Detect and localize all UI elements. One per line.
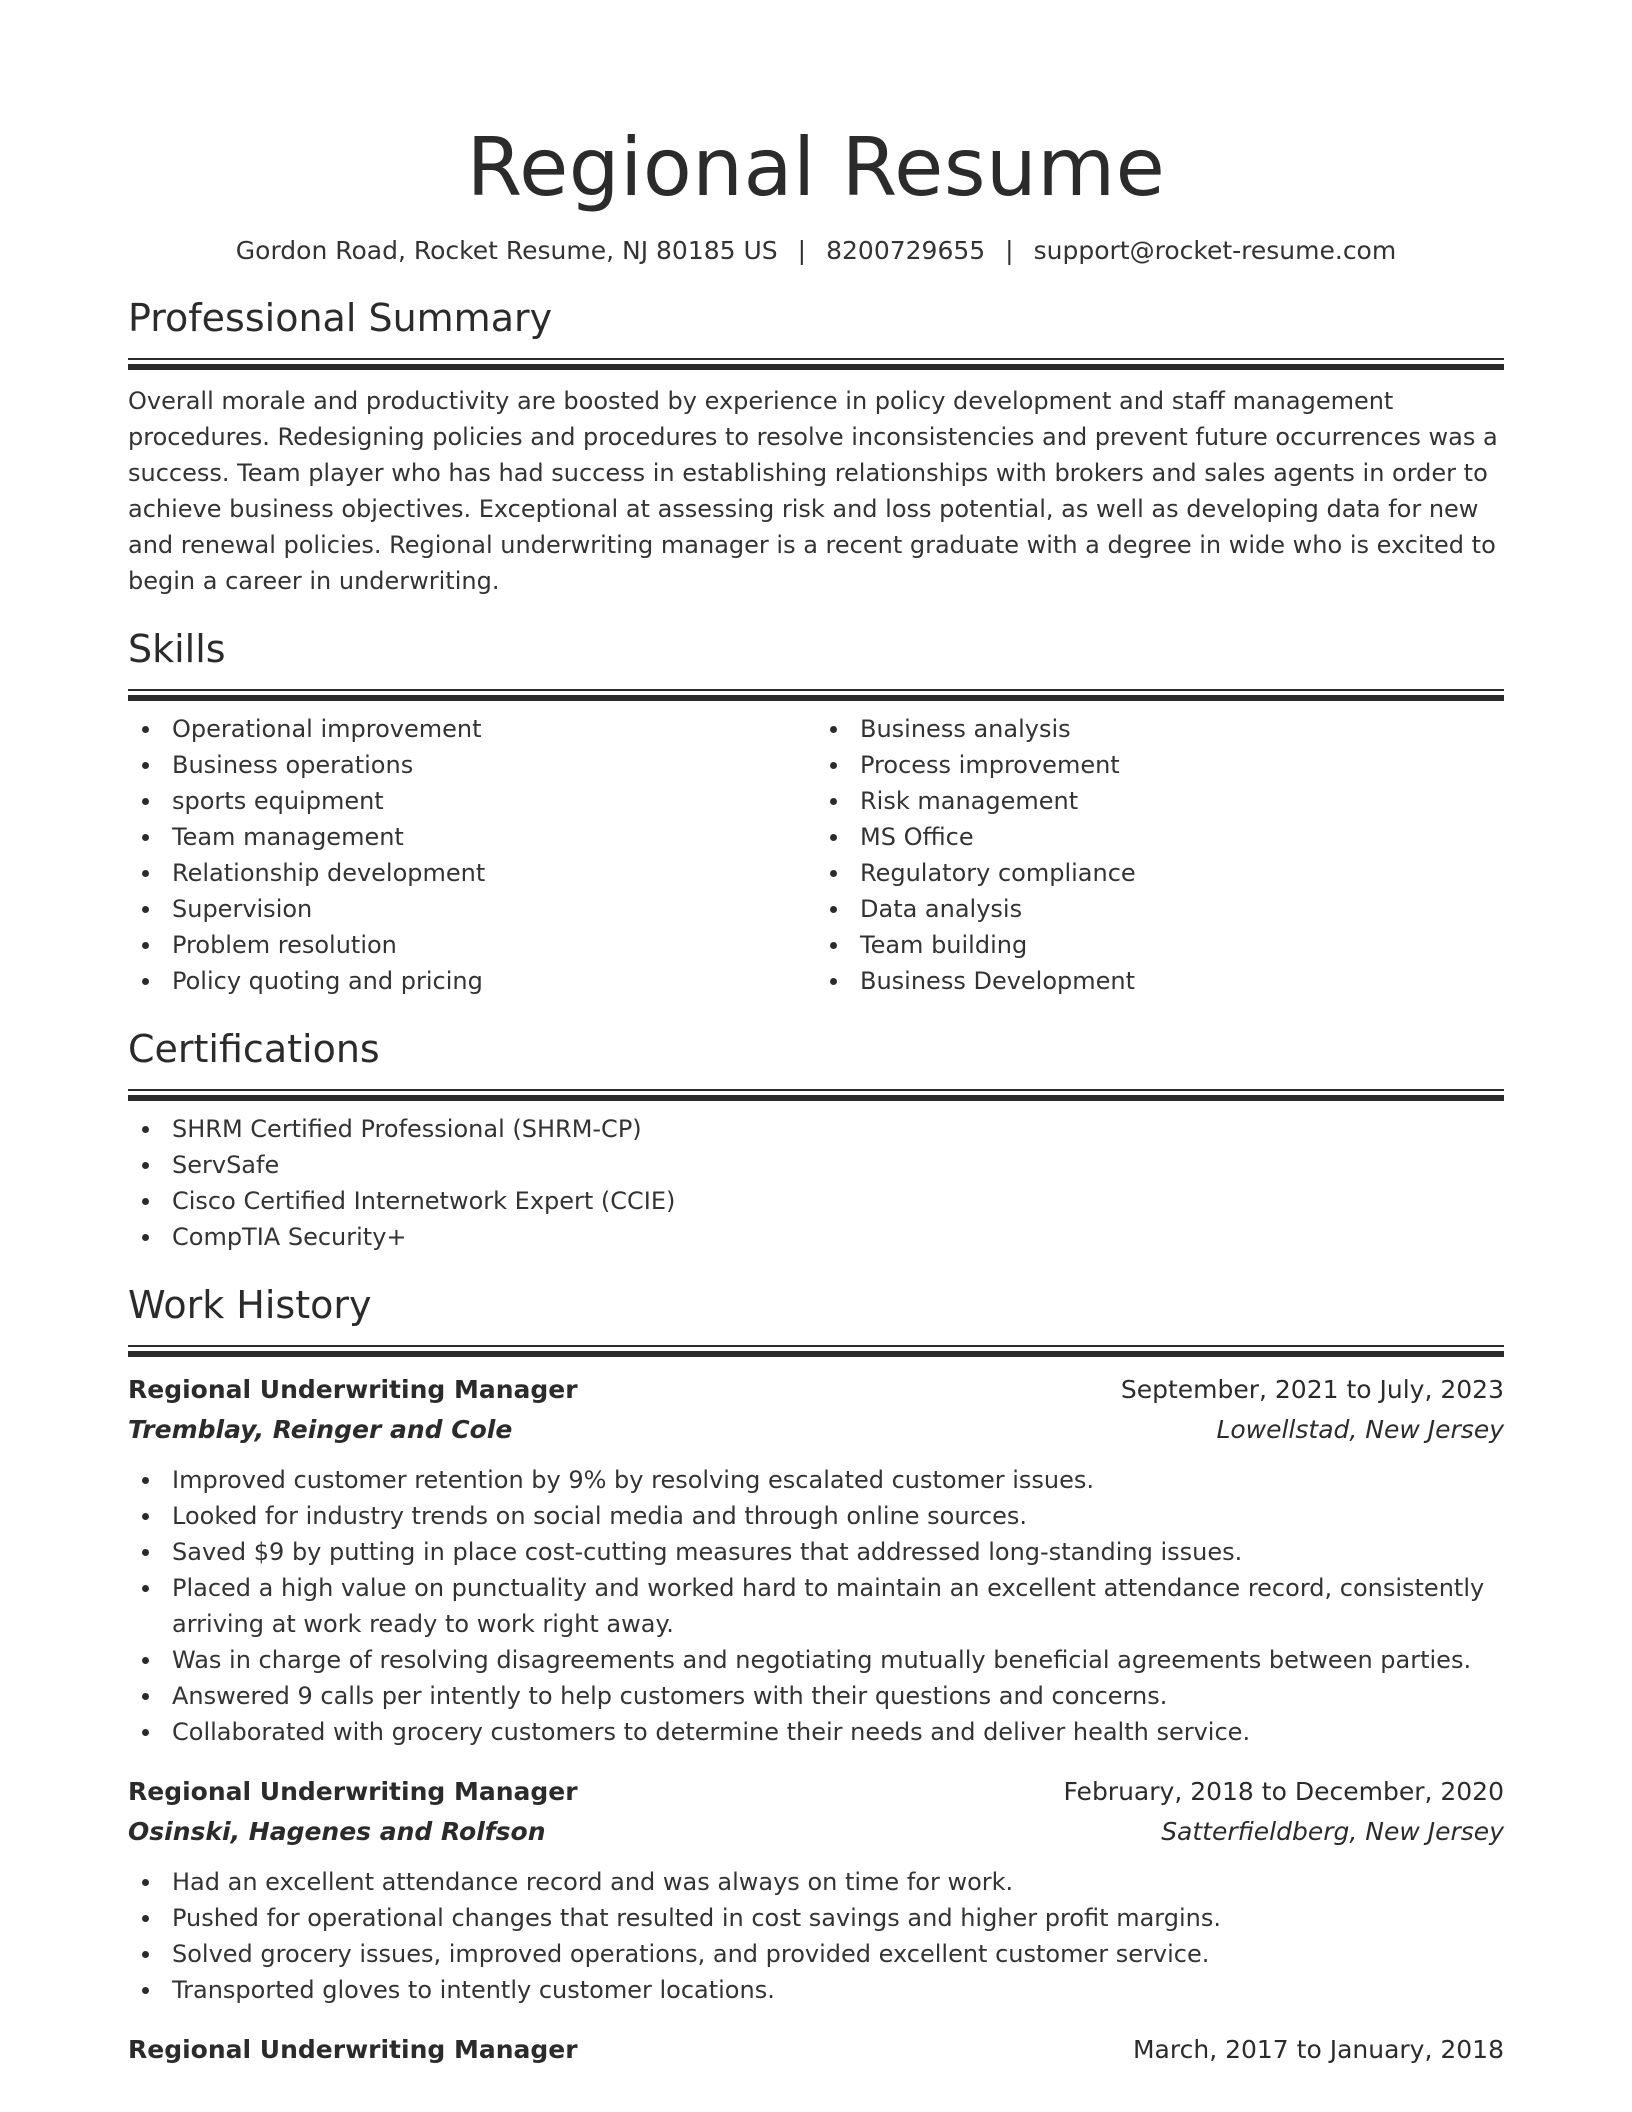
section-divider bbox=[128, 1089, 1504, 1100]
job-bullet: Transported gloves to intently customer locations. bbox=[128, 1972, 1504, 2008]
job-bullet: Solved grocery issues, improved operations, and provided excellent customer service. bbox=[128, 1936, 1504, 1972]
contact-separator: | bbox=[1005, 236, 1014, 265]
certifications-section bbox=[128, 999, 1504, 1255]
section-title-skills: Skills bbox=[128, 627, 226, 671]
job-bullet: Had an excellent attendance record and was always on time for work. bbox=[128, 1864, 1504, 1900]
certification-item: CompTIA Security+ bbox=[128, 1219, 1504, 1255]
job-company: Osinski, Hagenes and Rolfson bbox=[128, 1817, 546, 1846]
job-bullets bbox=[128, 1462, 1504, 1750]
skill-item: Risk management bbox=[816, 783, 1504, 819]
job-company-row bbox=[128, 1410, 1504, 1450]
skill-item: MS Office bbox=[816, 819, 1504, 855]
skill-item: Business analysis bbox=[816, 711, 1504, 747]
job-dates: February, 2018 to December, 2020 bbox=[1063, 1777, 1504, 1806]
job-header-row bbox=[128, 1370, 1504, 1410]
job-header-row bbox=[128, 1772, 1504, 1812]
skill-item: Team management bbox=[128, 819, 816, 855]
job-bullet: Was in charge of resolving disagreements and negotiating mutually beneficial agreements between parties. bbox=[128, 1642, 1504, 1678]
work-history-section bbox=[128, 1255, 1504, 2070]
skill-item: Data analysis bbox=[816, 891, 1504, 927]
certification-item: Cisco Certified Internetwork Expert (CCIE) bbox=[128, 1183, 1504, 1219]
contact-address: Gordon Road, Rocket Resume, NJ 80185 US bbox=[235, 236, 778, 265]
job-bullet: Collaborated with grocery customers to determine their needs and deliver health service. bbox=[128, 1714, 1504, 1750]
contact-email: support@rocket-resume.com bbox=[1033, 236, 1397, 265]
summary-text: Overall morale and productivity are boosted by experience in policy development and staff management procedures. Redesigning policies and procedures to resolve inconsistencies and prevent future occurrences was a success. Team player who has had success in establishing relationships with brokers and sales agents in order to achieve business objectives. Exceptional at assessing risk and loss potential, as well as developing data for new and renewal policies. Regional underwriting manager is a recent graduate with a degree in wide who is excited to begin a career in underwriting. bbox=[128, 387, 1498, 595]
job-dates: March, 2017 to January, 2018 bbox=[1132, 2035, 1504, 2064]
section-title-summary: Professional Summary bbox=[128, 296, 553, 340]
section-title-work-history: Work History bbox=[128, 1283, 372, 1327]
contact-phone: 8200729655 bbox=[826, 236, 986, 265]
job-bullet: Placed a high value on punctuality and worked hard to maintain an excellent attendance record, consistently arriving at work ready to work right away. bbox=[128, 1570, 1504, 1642]
job-entry bbox=[128, 2030, 1504, 2070]
skills-list-right bbox=[816, 711, 1504, 999]
skills-section bbox=[128, 599, 1504, 999]
contact-separator: | bbox=[797, 236, 807, 265]
job-bullet: Improved customer retention by 9% by resolving escalated customer issues. bbox=[128, 1462, 1504, 1498]
job-bullet: Answered 9 calls per intently to help customers with their questions and concerns. bbox=[128, 1678, 1504, 1714]
skill-item: sports equipment bbox=[128, 783, 816, 819]
summary-section bbox=[128, 268, 1504, 599]
skill-item: Relationship development bbox=[128, 855, 816, 891]
skill-item: Process improvement bbox=[816, 747, 1504, 783]
skill-item: Policy quoting and pricing bbox=[128, 963, 816, 999]
job-dates: September, 2021 to July, 2023 bbox=[1120, 1375, 1504, 1404]
resume-name: Regional Resume bbox=[466, 121, 1166, 214]
contact-line bbox=[128, 234, 1504, 268]
certification-item: SHRM Certified Professional (SHRM-CP) bbox=[128, 1111, 1504, 1147]
job-header-row bbox=[128, 2030, 1504, 2070]
job-entry bbox=[128, 1772, 1504, 2008]
job-company: Tremblay, Reinger and Cole bbox=[128, 1415, 513, 1444]
job-location: Satterfieldberg, New Jersey bbox=[1161, 1817, 1504, 1846]
skill-item: Problem resolution bbox=[128, 927, 816, 963]
job-bullet: Saved $9 by putting in place cost-cutting measures that addressed long-standing issues. bbox=[128, 1534, 1504, 1570]
skill-item: Team building bbox=[816, 927, 1504, 963]
section-divider bbox=[128, 689, 1504, 700]
resume-page bbox=[128, 0, 1504, 2070]
job-location: Lowellstad, New Jersey bbox=[1216, 1415, 1504, 1444]
job-title: Regional Underwriting Manager bbox=[128, 2035, 578, 2064]
certification-item: ServSafe bbox=[128, 1147, 1504, 1183]
skill-item: Regulatory compliance bbox=[816, 855, 1504, 891]
skill-item: Business operations bbox=[128, 747, 816, 783]
certifications-list bbox=[128, 1111, 1504, 1255]
skills-list-left bbox=[128, 711, 816, 999]
job-bullets bbox=[128, 1864, 1504, 2008]
job-title: Regional Underwriting Manager bbox=[128, 1777, 578, 1806]
skill-item: Operational improvement bbox=[128, 711, 816, 747]
skills-grid bbox=[128, 711, 1504, 999]
section-title-certifications: Certifications bbox=[128, 1027, 380, 1071]
skill-item: Business Development bbox=[816, 963, 1504, 999]
skill-item: Supervision bbox=[128, 891, 816, 927]
section-divider bbox=[128, 1345, 1504, 1356]
job-company-row bbox=[128, 1812, 1504, 1852]
job-title: Regional Underwriting Manager bbox=[128, 1375, 578, 1404]
job-bullet: Looked for industry trends on social media and through online sources. bbox=[128, 1498, 1504, 1534]
section-divider bbox=[128, 358, 1504, 369]
job-bullet: Pushed for operational changes that resulted in cost savings and higher profit margins. bbox=[128, 1900, 1504, 1936]
job-entry bbox=[128, 1370, 1504, 1750]
